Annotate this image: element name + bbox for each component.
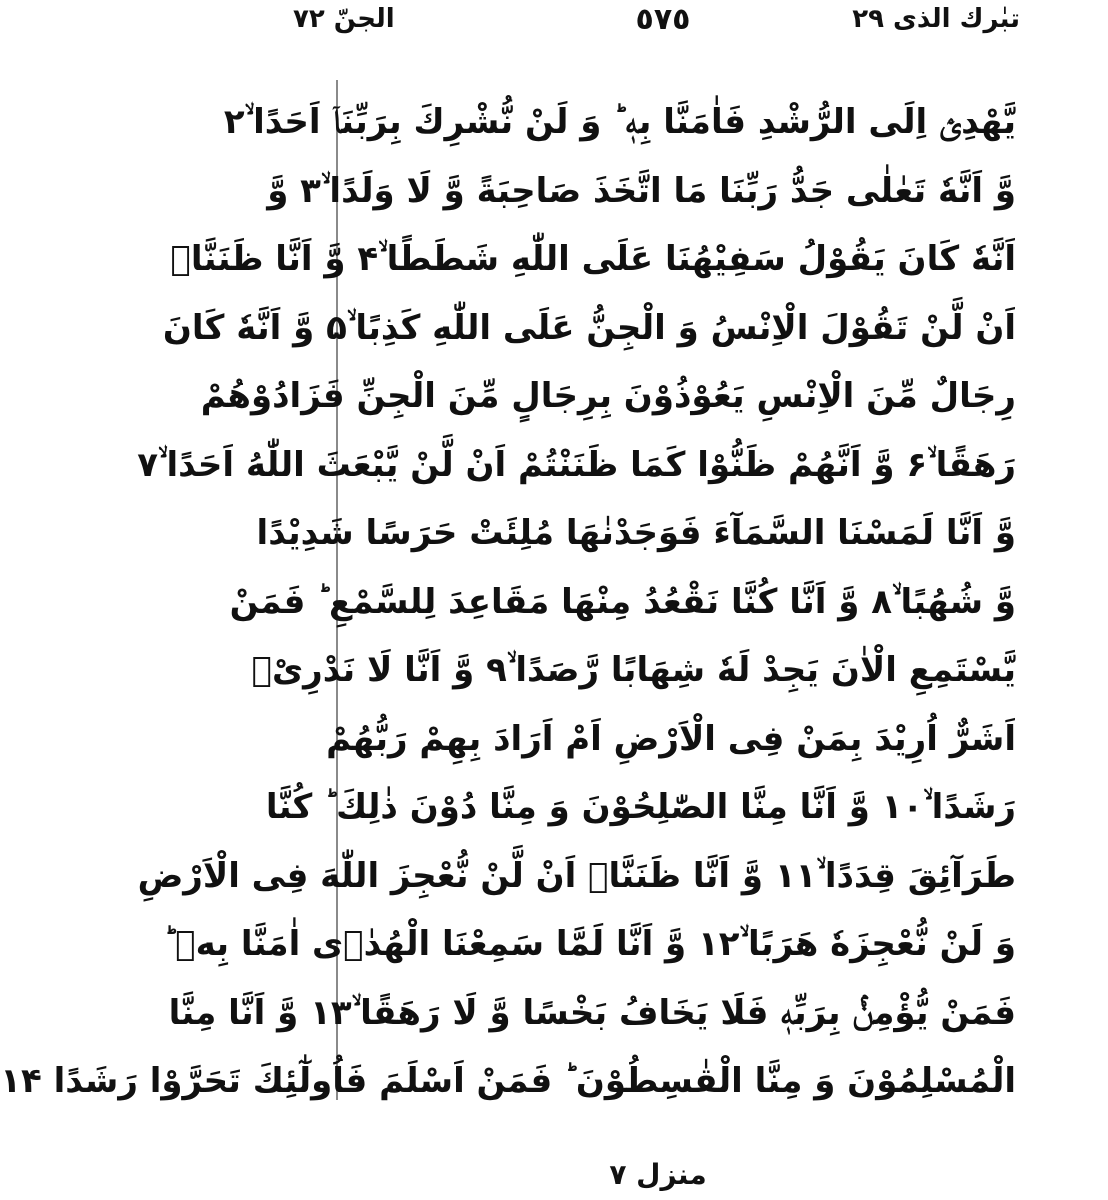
text-line: اَشَرٌّ اُرِيْدَ بِمَنْ فِی الْاَرْضِ اَمْ اَرَادَ بِهِمْ رَبُّهُمْ [326, 718, 1016, 759]
text-line: اَنْ لَّنْ تَقُوْلَ الْاِنْسُ وَ الْجِنُّ عَلَی اللّٰهِ كَذِبًا ۙ۵ وَّ اَنَّهٗ كَانَ [162, 307, 1016, 348]
text-line: يَّسْتَمِعِ الْاٰنَ يَجِدْ لَهٗ شِهَابًا رَّصَدًا ۙ۹ وَّ اَنَّا لَا نَدْرِیْۤ [251, 650, 1016, 690]
page-number: ٥٧٥ [635, 2, 691, 37]
text-line: وَّ اَنَّا لَمَسْنَا السَّمَآءَ فَوَجَدْنٰهَا مُلِئَتْ حَرَسًا شَدِيْدًا [256, 513, 1016, 553]
quran-text-block [0, 88, 1016, 1116]
text-line: رِجَالٌ مِّنَ الْاِنْسِ يَعُوْذُوْنَ بِرِجَالٍ مِّنَ الْجِنِّ فَزَادُوْهُمْ [200, 376, 1016, 416]
text-line: يَّهْدِیْۤ اِلَی الرُّشْدِ فَاٰمَنَّا بِهٖ ؕ وَ لَنْ نُّشْرِكَ بِرَبِّنَاۤ اَحَدًا ۙ۲ [223, 102, 1016, 142]
juz-title: تبٰرك الذی ٢٩ [852, 4, 1020, 34]
text-line: رَشَدًا ۙ۱۰ وَّ اَنَّا مِنَّا الصّٰلِحُوْنَ وَ مِنَّا دُوْنَ ذٰلِكَ ؕ كُنَّا [265, 787, 1016, 827]
text-line: الْمُسْلِمُوْنَ وَ مِنَّا الْقٰسِطُوْنَ ؕ فَمَنْ اَسْلَمَ فَاُولٰٓئِكَ تَحَرَّوْا رَشَدًا ۱۴ [0, 1061, 1016, 1101]
text-line: رَهَقًا ۙ۶ وَّ اَنَّهُمْ ظَنُّوْا كَمَا ظَنَنْتُمْ اَنْ لَّنْ يَّبْعَثَ اللّٰهُ اَحَدًا ۙ۷ [137, 444, 1016, 485]
manzil-marker: منزل ۷ [609, 1158, 707, 1191]
page-header [208, 0, 1108, 50]
text-line: اَنَّهٗ كَانَ يَقُوْلُ سَفِيْهُنَا عَلَی اللّٰهِ شَطَطًا ۙ۴ وَّ اَنَّا ظَنَنَّاۤ [170, 239, 1016, 279]
text-line: وَ لَنْ نُّعْجِزَهٗ هَرَبًا ۙ۱۲ وَّ اَنَّا لَمَّا سَمِعْنَا الْهُدٰۤی اٰمَنَّا بِهٖ ؕ [163, 924, 1016, 964]
text-line: وَّ اَنَّهٗ تَعٰلٰی جَدُّ رَبِّنَا مَا اتَّخَذَ صَاحِبَةً وَّ لَا وَلَدًا ۙ۳ وَّ [267, 170, 1016, 211]
text-line: وَّ شُهُبًا ۙ۸ وَّ اَنَّا كُنَّا نَقْعُدُ مِنْهَا مَقَاعِدَ لِلسَّمْعِ ؕ فَمَنْ [229, 581, 1016, 622]
surah-title: الجنّ ٧٢ [293, 4, 395, 34]
text-line: طَرَآئِقَ قِدَدًا ۙ۱۱ وَّ اَنَّا ظَنَنَّاۤ اَنْ لَّنْ نُّعْجِزَ اللّٰهَ فِی الْاَرْضِ [137, 855, 1016, 896]
text-line: فَمَنْ يُّؤْمِنْۢ بِرَبِّهٖ فَلَا يَخَافُ بَخْسًا وَّ لَا رَهَقًا ۙ۱۳ وَّ اَنَّا مِنَّا [168, 992, 1016, 1033]
